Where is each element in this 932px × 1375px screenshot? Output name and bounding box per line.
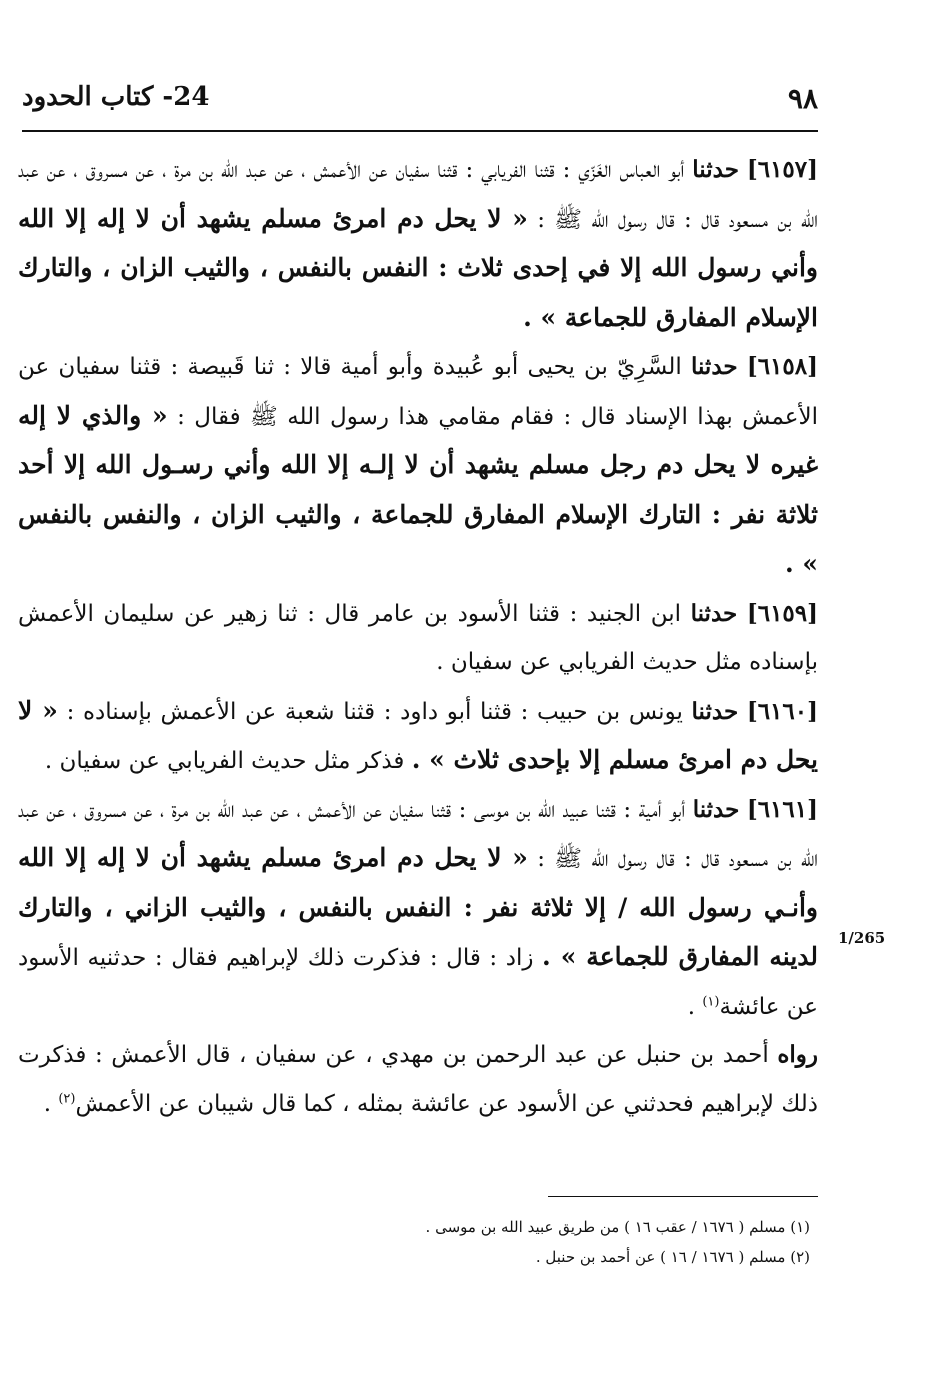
entry-matn: « لا يحل دم امرئ مسلم يشهد أن لا إله إلا الله وأنـي رسول الله / إلا ثلاثة نفر : النفس بالنفس ، والثيب الزاني ، والتارك لدينه المفارق للجماعة » . [18,843,819,971]
header-divider [22,130,818,132]
entry-keyword: حدثنا [690,599,738,627]
entry-commentary: زاد : قال : فذكرت ذلك لإبراهيم فقال : حدثنيه الأسود عن عائشة [18,945,818,1020]
entry-keyword: حدثنا [690,353,738,380]
closing-end: . [43,1090,59,1117]
closing-text: أحمد بن حنبل عن عبد الرحمن بن مهدي ، عن سفيان ، قال الأعمش : فذكرت ذلك لإبراهيم فحدثني عن الأسود عن عائشة بمثله ، كما قال شيبان عن الأعمش [18,1042,818,1117]
entry-number: [٦١٦٠] [746,697,819,725]
closing-keyword: رواه [777,1041,818,1068]
page-body [18,146,818,1128]
entry-isnad: أبو أمية : قثنا عبيد الله بن موسى : قثنا سفيان عن الأعمش ، عن عبد الله بن مرة ، عن مسروق ، عن عبد الله بن مسعود قال : قال رسول الله ﷺ : [18,796,819,872]
footnote-marker-2[interactable]: (٢) [58,1090,76,1106]
entry-matn: « لا يحل دم امرئ مسلم إلا بإحدى ثلاث » . [18,695,818,774]
entry-number: [٦١٦١] [746,795,819,823]
entry-keyword: حدثنا [692,795,740,823]
page-number: ٩٨ [787,82,818,115]
hadith-entry-6158 [18,343,818,590]
entry-matn: « لا يحل دم امرئ مسلم يشهد أن لا إله إلا الله وأني رسول الله إلا في إحدى ثلاث : النفس بالنفس ، والثيب الزان ، والتارك الإسلام المفارق للجماعة » . [18,203,818,332]
entry-isnad: يونس بن حبيب : قثنا أبو داود : قثنا شعبة عن الأعمش بإسناده : [66,698,683,725]
entry-keyword: حدثنا [691,697,739,725]
margin-reference: 1/265 [838,929,886,947]
entry-isnad: السَّرِيّ بن يحيى أبو عُبيدة وأبو أمية قالا : ثنا قَبيصة : قثنا سفيان عن الأعمش بهذا الإسناد قال : فقام مقامي هذا رسول الله ﷺ فقال : [18,354,818,430]
entry-number: [٦١٥٩] [746,599,819,627]
entry-isnad: أبو العباس الغَزّي : قثنا الفريابي : قثنا سفيان عن الأعمش ، عن عبد الله بن مرة ، عن مسروق ، عن عبد الله بن مسعود قال : قال رسول الله ﷺ : [18,157,819,233]
page-header [22,78,818,118]
closing-paragraph [18,1031,818,1128]
entry-end: . [687,993,703,1020]
entry-commentary: فذكر مثل حديث الفريابي عن سفيان . [44,748,405,774]
hadith-entry-6159 [18,590,818,687]
entry-number: [٦١٥٨] [746,353,819,380]
hadith-entry-6160 [18,687,818,786]
hadith-entry-6157 [18,146,818,343]
footnotes [80,1212,810,1272]
entry-keyword: حدثنا [692,156,739,183]
footnote-1: (١) مسلم ( ١٦٧٦ / عقب ١٦ ) من طريق عبيد الله بن موسى . [425,1218,810,1236]
footnote-2: (٢) مسلم ( ١٦٧٦ / ١٦ ) عن أحمد بن حنبل . [535,1248,810,1266]
footnote-marker-1[interactable]: (١) [702,993,720,1009]
chapter-title: 24- كتاب الحدود [22,82,210,112]
entry-isnad: ابن الجنيد : قثنا الأسود بن عامر قال : ثنا زهير عن سليمان الأعمش بإسناده مثل حديث الفريابي عن سفيان . [18,600,818,675]
entry-number: [٦١٥٧] [746,156,819,183]
entry-matn: « والذي لا إله غيره لا يحل دم رجل مسلم يشهد أن لا إلـه إلا الله وأني رسـول الله إلا أحد ثلاثة نفر : التارك الإسلام المفارق للجماعة ، والثيب الزان ، والنفس بالنفس » . [18,400,818,578]
footnote-divider [548,1196,818,1197]
hadith-entry-6161 [18,786,818,1032]
